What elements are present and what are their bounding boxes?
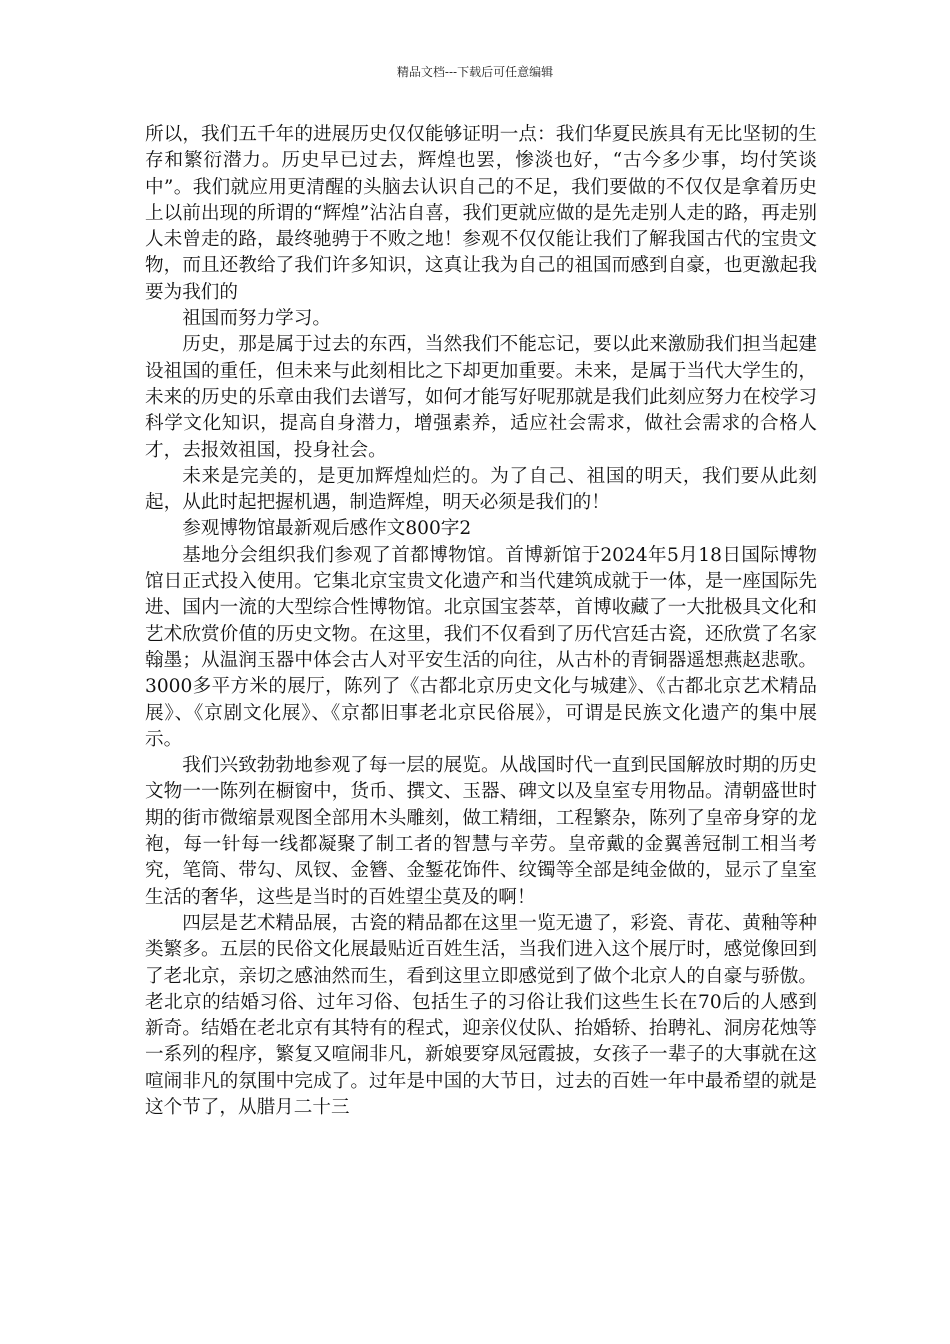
paragraph-6: 基地分会组织我们参观了首都博物馆。首博新馆于2024年5月18日国际博物馆日正式投入使用。它集北京宝贵文化遗产和当代建筑成就于一体，是一座国际先进、国内一流的大型综合性博物馆。北京国宝荟萃，首博收藏了一大批极具文化和艺术欣赏价值的历史文物。在这里，我们不仅看到了历代宫廷古瓷，还欣赏了名家翰墨；从温润玉器中体会古人对平安生活的向往，从古朴的青铜器遥想燕赵悲歌。3000多平方米的展厅，陈列了《古都北京历史文化与城建》、《古都北京艺术精品展》、《京剧文化展》、《京都旧事老北京民俗展》，可谓是民族文化遗产的集中展示。: [145, 544, 817, 750]
document-body: [145, 122, 817, 1121]
paragraph-7: 我们兴致勃勃地参观了每一层的展览。从战国时代一直到民国解放时期的历史文物一一陈列在橱窗中，货币、撰文、玉器、碑文以及皇室专用物品。清朝盛世时期的街市微缩景观图全部用木头雕刻，做工精细，工程繁杂，陈列了皇帝身穿的龙袍，每一针每一线都凝聚了制工者的智慧与辛劳。皇帝戴的金翼善冠制工相当考究，笔筒、带勾、凤钗、金簪、金錾花饰件、纹镯等全部是纯金做的，显示了皇室生活的奢华，这些是当时的百姓望尘莫及的啊！: [145, 755, 817, 908]
paragraph-4: 未来是完美的，是更加辉煌灿烂的。为了自己、祖国的明天，我们要从此刻起，从此时起把握机遇，制造辉煌，明天必须是我们的！: [145, 465, 817, 514]
paragraph-2: 祖国而努力学习。: [182, 308, 331, 330]
paragraph-3: 历史，那是属于过去的东西，当然我们不能忘记，要以此来激励我们担当起建设祖国的重任，但未来与此刻相比之下却更加重要。未来，是属于当代大学生的，未来的历史的乐章由我们去谱写，如何才能写好呢那就是我们此刻应努力在校学习科学文化知识，提高自身潜力，增强素养，适应社会需求，做社会需求的合格人才，去报效祖国，投身社会。: [145, 334, 817, 461]
page-header: 精品文档---下载后可任意编辑: [396, 65, 554, 79]
section-heading: 参观博物馆最新观后感作文800字2: [182, 518, 472, 540]
paragraph-8: 四层是艺术精品展，古瓷的精品都在这里一览无遗了，彩瓷、青花、黄釉等种类繁多。五层的民俗文化展最贴近百姓生活，当我们进入这个展厅时，感觉像回到了老北京，亲切之感油然而生，看到这里立即感觉到了做个北京人的自豪与骄傲。老北京的结婚习俗、过年习俗、包括生子的习俗让我们这些生长在70后的人感到新奇。结婚在老北京有其特有的程式，迎亲仪仗队、抬婚轿、抬聘礼、洞房花烛等一系列的程序，繁复又喧闹非凡，新娘要穿凤冠霞披，女孩子一辈子的大事就在这喧闹非凡的氛围中完成了。过年是中国的大节日，过去的百姓一年中最希望的就是这个节了，从腊月二十三: [145, 912, 817, 1118]
paragraph-1: 所以，我们五千年的进展历史仅仅能够证明一点：我们华夏民族具有无比坚韧的生存和繁衍潜力。历史早已过去，辉煌也罢，惨淡也好，“古今多少事，均付笑谈中”。我们就应用更清醒的头脑去认识自己的不足，我们要做的不仅仅是拿着历史上以前出现的所谓的“辉煌”沾沾自喜，我们更就应做的是先走别人走的路，再走别人未曾走的路，最终驰骋于不败之地！参观不仅仅能让我们了解我国古代的宝贵文物，而且还教给了我们许多知识，这真让我为自己的祖国而感到自豪，也更激起我要为我们的: [145, 124, 817, 303]
